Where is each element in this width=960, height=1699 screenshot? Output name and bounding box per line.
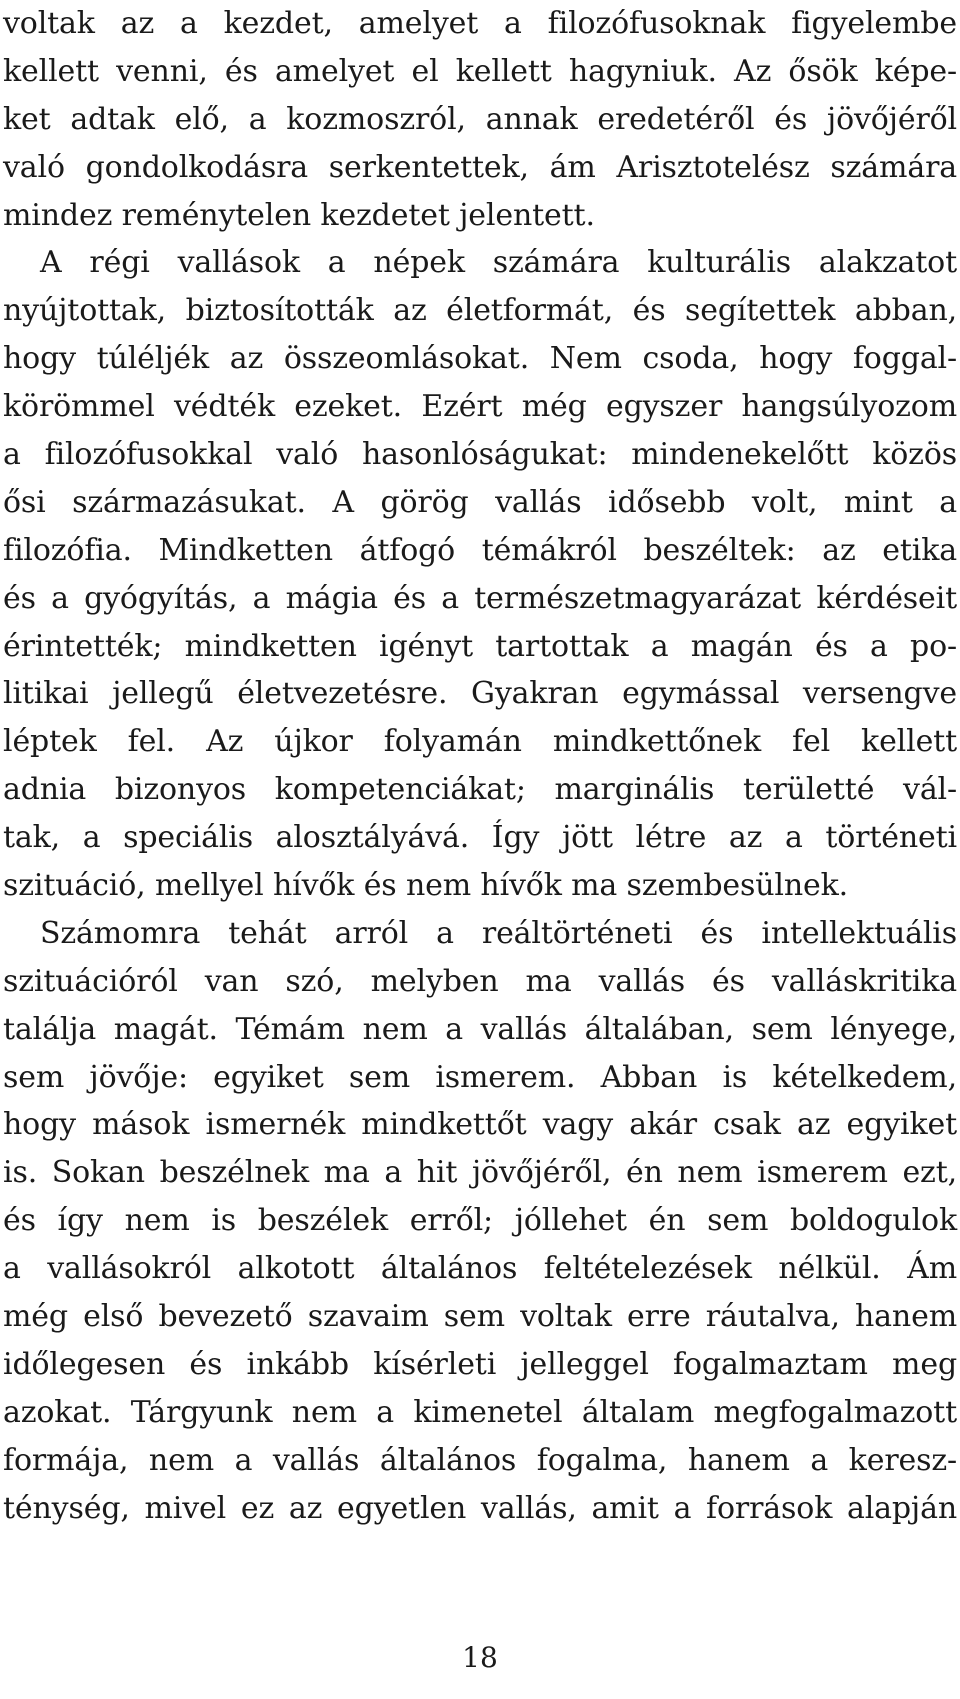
paragraph-1: [0, 0, 960, 239]
paragraph-3: [0, 910, 960, 1533]
text-line: adnia bizonyos kompetenciákat; marginális területté vál-: [3, 772, 957, 808]
text-line: időlegesen és inkább kísérleti jelleggel fogalmaztam meg: [3, 1346, 957, 1382]
text-line: szituáció, mellyel hívők és nem hívők ma szembesülnek.: [3, 868, 849, 904]
text-line: azokat. Tárgyunk nem a kimenetel általam megfogalmazott: [3, 1394, 957, 1430]
paragraph-2: [0, 239, 960, 909]
text-line: és így nem is beszélek erről; jóllehet én sem boldogulok: [3, 1203, 957, 1239]
text-line: a filozófusokkal való hasonlóságukat: mindenekelőtt közös: [3, 437, 957, 473]
page-number: 18: [462, 1641, 498, 1674]
text-line: szituációról van szó, melyben ma vallás és valláskritika: [3, 963, 957, 999]
text-line: még első bevezető szavaim sem voltak erre ráutalva, hanem: [3, 1299, 957, 1335]
text-line: kellett venni, és amelyet el kellett hagyniuk. Az ősök képe-: [3, 53, 957, 89]
text-line: mindez reménytelen kezdetet jelentett.: [3, 197, 595, 233]
text-line: és a gyógyítás, a mágia és a természetmagyarázat kérdéseit: [3, 580, 957, 616]
text-line: a vallásokról alkotott általános feltételezések nélkül. Ám: [3, 1251, 957, 1287]
text-line: ősi származásukat. A görög vallás idősebb volt, mint a: [3, 484, 957, 520]
text-line: formája, nem a vallás általános fogalma, hanem a keresz-: [3, 1442, 957, 1478]
text-line: tak, a speciális alosztályává. Így jött létre az a történeti: [3, 820, 957, 856]
text-line: nyújtottak, biztosították az életformát, és segítettek abban,: [3, 293, 957, 329]
text-line: A régi vallások a népek számára kulturális alakzatot: [40, 245, 957, 281]
text-line: ténység, mivel ez az egyetlen vallás, amit a források alapján: [3, 1490, 957, 1526]
text-line: léptek fel. Az újkor folyamán mindkettőnek fel kellett: [3, 724, 957, 760]
text-line: sem jövője: egyiket sem ismerem. Abban is kételkedem,: [3, 1059, 957, 1095]
text-line: litikai jellegű életvezetésre. Gyakran egymással versengve: [3, 676, 957, 712]
text-line: való gondolkodásra serkentettek, ám Arisztotelész számára: [3, 149, 957, 185]
text-line: hogy mások ismernék mindkettőt vagy akár csak az egyiket: [3, 1107, 957, 1143]
text-line: hogy túléljék az összeomlásokat. Nem csoda, hogy foggal-: [3, 341, 957, 377]
text-line: körömmel védték ezeket. Ezért még egyszer hangsúlyozom: [3, 389, 957, 425]
text-line: érintették; mindketten igényt tartottak a magán és a po-: [3, 628, 957, 664]
text-line: voltak az a kezdet, amelyet a filozófusoknak figyelembe: [3, 6, 957, 41]
text-line: találja magát. Témám nem a vallás általában, sem lényege,: [3, 1011, 957, 1047]
text-line: Számomra tehát arról a reáltörténeti és intellektuális: [40, 915, 957, 951]
text-line: filozófia. Mindketten átfogó témákról beszéltek: az etika: [3, 532, 957, 568]
text-line: ket adtak elő, a kozmoszról, annak eredetéről és jövőjéről: [3, 101, 957, 137]
text-line: is. Sokan beszélnek ma a hit jövőjéről, én nem ismerem ezt,: [3, 1155, 957, 1191]
